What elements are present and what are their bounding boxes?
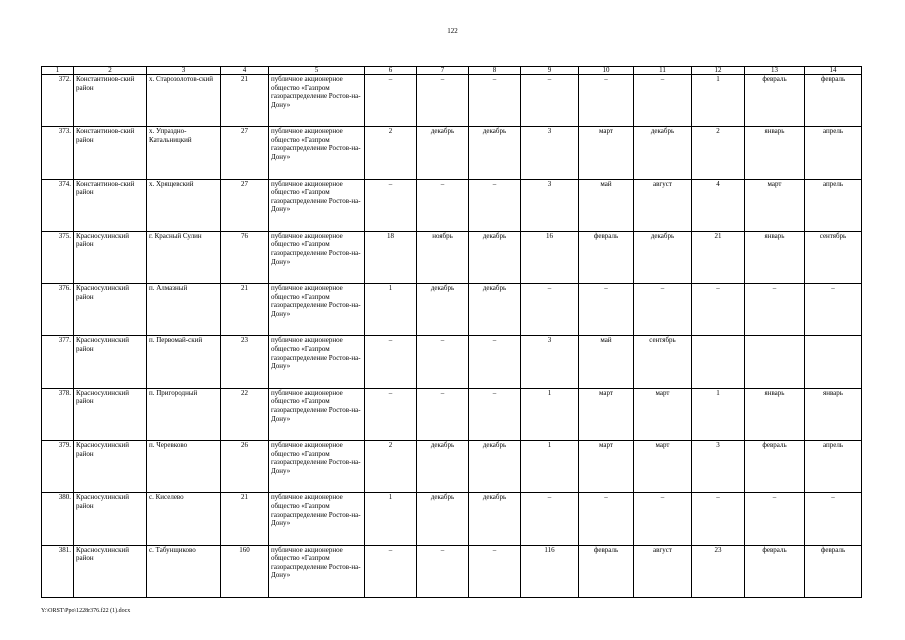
table-cell: декабрь — [469, 284, 521, 336]
column-header-10: 10 — [579, 67, 634, 75]
table-cell: публичное акционерное общество «Газпром газораспределение Ростов-на-Дону» — [269, 545, 365, 597]
table-cell: – — [365, 388, 417, 440]
table-cell: май — [579, 179, 634, 231]
table-cell: 23 — [692, 545, 745, 597]
table-cell: февраль — [805, 545, 862, 597]
column-header-5: 5 — [269, 67, 365, 75]
table-cell: – — [692, 493, 745, 545]
column-header-11: 11 — [634, 67, 692, 75]
table-cell: 2 — [365, 441, 417, 493]
table-cell: январь — [805, 388, 862, 440]
table-cell: 27 — [221, 127, 269, 179]
table-cell: 22 — [221, 388, 269, 440]
table-cell: публичное акционерное общество «Газпром газораспределение Ростов-на-Дону» — [269, 179, 365, 231]
table-cell: март — [634, 441, 692, 493]
table-cell: февраль — [745, 441, 805, 493]
column-header-13: 13 — [745, 67, 805, 75]
table-cell: – — [579, 284, 634, 336]
table-cell: 27 — [221, 179, 269, 231]
table-cell: х. Упраздно-Катальницкий — [147, 127, 221, 179]
table-cell: – — [521, 284, 579, 336]
table-row — [42, 441, 862, 493]
table-cell: 26 — [221, 441, 269, 493]
table-cell: 374. — [42, 179, 74, 231]
table-cell: 1 — [692, 388, 745, 440]
table-cell: 376. — [42, 284, 74, 336]
table-cell: – — [692, 284, 745, 336]
table-cell: – — [579, 75, 634, 127]
table-cell: – — [469, 388, 521, 440]
table-row — [42, 493, 862, 545]
table-cell: 76 — [221, 231, 269, 283]
table-cell: с. Киселево — [147, 493, 221, 545]
table-cell: 3 — [521, 336, 579, 388]
table-cell: декабрь — [634, 127, 692, 179]
table-cell: 378. — [42, 388, 74, 440]
table-cell: публичное акционерное общество «Газпром газораспределение Ростов-на-Дону» — [269, 388, 365, 440]
table-cell: публичное акционерное общество «Газпром газораспределение Ростов-на-Дону» — [269, 231, 365, 283]
table-cell: 21 — [692, 231, 745, 283]
table-cell: декабрь — [469, 127, 521, 179]
table-cell: Красносулинский район — [74, 441, 147, 493]
table-cell: 380. — [42, 493, 74, 545]
table-cell — [745, 336, 805, 388]
table-cell: Красносулинский район — [74, 388, 147, 440]
table-cell: март — [579, 388, 634, 440]
column-header-14: 14 — [805, 67, 862, 75]
table-cell: – — [634, 75, 692, 127]
column-header-3: 3 — [147, 67, 221, 75]
table-cell: – — [469, 545, 521, 597]
table-cell: декабрь — [417, 493, 469, 545]
table-cell: сентябрь — [634, 336, 692, 388]
table-cell: Красносулинский район — [74, 231, 147, 283]
table-cell: п. Пригородный — [147, 388, 221, 440]
table-cell: – — [521, 75, 579, 127]
header-row — [42, 67, 862, 75]
table-cell: март — [579, 441, 634, 493]
table-cell — [692, 336, 745, 388]
table-cell: – — [417, 179, 469, 231]
table-cell: – — [417, 388, 469, 440]
table-cell: декабрь — [469, 493, 521, 545]
column-header-6: 6 — [365, 67, 417, 75]
table-cell: – — [634, 493, 692, 545]
table-cell: май — [579, 336, 634, 388]
table-cell: ноябрь — [417, 231, 469, 283]
table-cell: декабрь — [634, 231, 692, 283]
table-cell: январь — [745, 388, 805, 440]
table-row — [42, 388, 862, 440]
table-cell: Константинов-ский район — [74, 127, 147, 179]
table-row — [42, 284, 862, 336]
table-cell: – — [417, 545, 469, 597]
table-cell: публичное акционерное общество «Газпром газораспределение Ростов-на-Дону» — [269, 284, 365, 336]
column-header-9: 9 — [521, 67, 579, 75]
table-cell: 1 — [521, 441, 579, 493]
table-row — [42, 231, 862, 283]
table-cell: публичное акционерное общество «Газпром газораспределение Ростов-на-Дону» — [269, 441, 365, 493]
table-row — [42, 179, 862, 231]
table-cell: п. Черевково — [147, 441, 221, 493]
table-cell: публичное акционерное общество «Газпром газораспределение Ростов-на-Дону» — [269, 127, 365, 179]
table-cell: 1 — [521, 388, 579, 440]
table-cell: публичное акционерное общество «Газпром газораспределение Ростов-на-Дону» — [269, 493, 365, 545]
table-cell: Красносулинский район — [74, 493, 147, 545]
table-cell: 372. — [42, 75, 74, 127]
table-cell: февраль — [579, 231, 634, 283]
table-cell: декабрь — [469, 441, 521, 493]
table-cell: март — [745, 179, 805, 231]
table-cell — [805, 336, 862, 388]
table-cell: август — [634, 179, 692, 231]
table-cell: – — [365, 336, 417, 388]
table-cell: 21 — [221, 493, 269, 545]
table-cell: апрель — [805, 179, 862, 231]
table-cell: – — [745, 284, 805, 336]
table-cell: август — [634, 545, 692, 597]
table-cell: – — [365, 545, 417, 597]
table-cell: – — [805, 493, 862, 545]
table-cell: январь — [745, 127, 805, 179]
table-cell: Константинов-ский район — [74, 179, 147, 231]
table-cell: п. Алмазный — [147, 284, 221, 336]
table-cell: 160 — [221, 545, 269, 597]
table-cell: март — [634, 388, 692, 440]
table-cell: п. Первомай-ский — [147, 336, 221, 388]
column-header-7: 7 — [417, 67, 469, 75]
table-cell: – — [805, 284, 862, 336]
table-cell: публичное акционерное общество «Газпром газораспределение Ростов-на-Дону» — [269, 336, 365, 388]
table-row — [42, 75, 862, 127]
table-row — [42, 336, 862, 388]
table-cell: – — [745, 493, 805, 545]
table-cell: – — [521, 493, 579, 545]
column-header-1: 1 — [42, 67, 74, 75]
table-cell: Красносулинский район — [74, 545, 147, 597]
table-cell: апрель — [805, 441, 862, 493]
table-cell: с. Табунщиково — [147, 545, 221, 597]
table-cell: декабрь — [417, 284, 469, 336]
table-cell: февраль — [745, 75, 805, 127]
table-cell: 2 — [365, 127, 417, 179]
table-cell: х. Старозолотов-ский — [147, 75, 221, 127]
page-number: 122 — [447, 27, 458, 35]
table-cell: х. Хрящевский — [147, 179, 221, 231]
table-cell: – — [417, 75, 469, 127]
table-cell: публичное акционерное общество «Газпром газораспределение Ростов-на-Дону» — [269, 75, 365, 127]
table-row — [42, 545, 862, 597]
table-cell: 1 — [692, 75, 745, 127]
table-cell: 3 — [521, 179, 579, 231]
table-cell: 23 — [221, 336, 269, 388]
table-row — [42, 127, 862, 179]
table-cell: февраль — [579, 545, 634, 597]
table-cell: 381. — [42, 545, 74, 597]
table-cell: 21 — [221, 284, 269, 336]
table-body — [42, 67, 862, 598]
table-cell: 1 — [365, 284, 417, 336]
table-cell: 4 — [692, 179, 745, 231]
table-cell: 373. — [42, 127, 74, 179]
table-cell: – — [579, 493, 634, 545]
table-cell: г. Красный Сулин — [147, 231, 221, 283]
table-cell: – — [365, 75, 417, 127]
table-cell: 377. — [42, 336, 74, 388]
table-cell: – — [469, 179, 521, 231]
table-cell: март — [579, 127, 634, 179]
table-cell: декабрь — [417, 441, 469, 493]
table-cell: декабрь — [417, 127, 469, 179]
table-cell: – — [469, 336, 521, 388]
table-cell: Красносулинский район — [74, 284, 147, 336]
table-cell: февраль — [805, 75, 862, 127]
table-cell: 1 — [365, 493, 417, 545]
table-cell: декабрь — [469, 231, 521, 283]
table-cell: февраль — [745, 545, 805, 597]
table-cell: – — [634, 284, 692, 336]
table-cell: 21 — [221, 75, 269, 127]
data-table — [41, 66, 862, 598]
table-cell: 16 — [521, 231, 579, 283]
footer-file-path: Y:\ORST\Ppo\1228r376.f22 (1).docx — [41, 608, 131, 614]
table-cell: 379. — [42, 441, 74, 493]
table-cell: Красносулинский район — [74, 336, 147, 388]
table-cell: 2 — [692, 127, 745, 179]
table-cell: 3 — [521, 127, 579, 179]
table-cell: 116 — [521, 545, 579, 597]
table-cell: Константинов-ский район — [74, 75, 147, 127]
table-cell: – — [469, 75, 521, 127]
table-cell: сентябрь — [805, 231, 862, 283]
table-cell: – — [365, 179, 417, 231]
column-header-8: 8 — [469, 67, 521, 75]
table-cell: 3 — [692, 441, 745, 493]
table-cell: – — [417, 336, 469, 388]
column-header-4: 4 — [221, 67, 269, 75]
table-cell: апрель — [805, 127, 862, 179]
table-cell: 18 — [365, 231, 417, 283]
table-cell: 375. — [42, 231, 74, 283]
column-header-12: 12 — [692, 67, 745, 75]
table-cell: январь — [745, 231, 805, 283]
column-header-2: 2 — [74, 67, 147, 75]
